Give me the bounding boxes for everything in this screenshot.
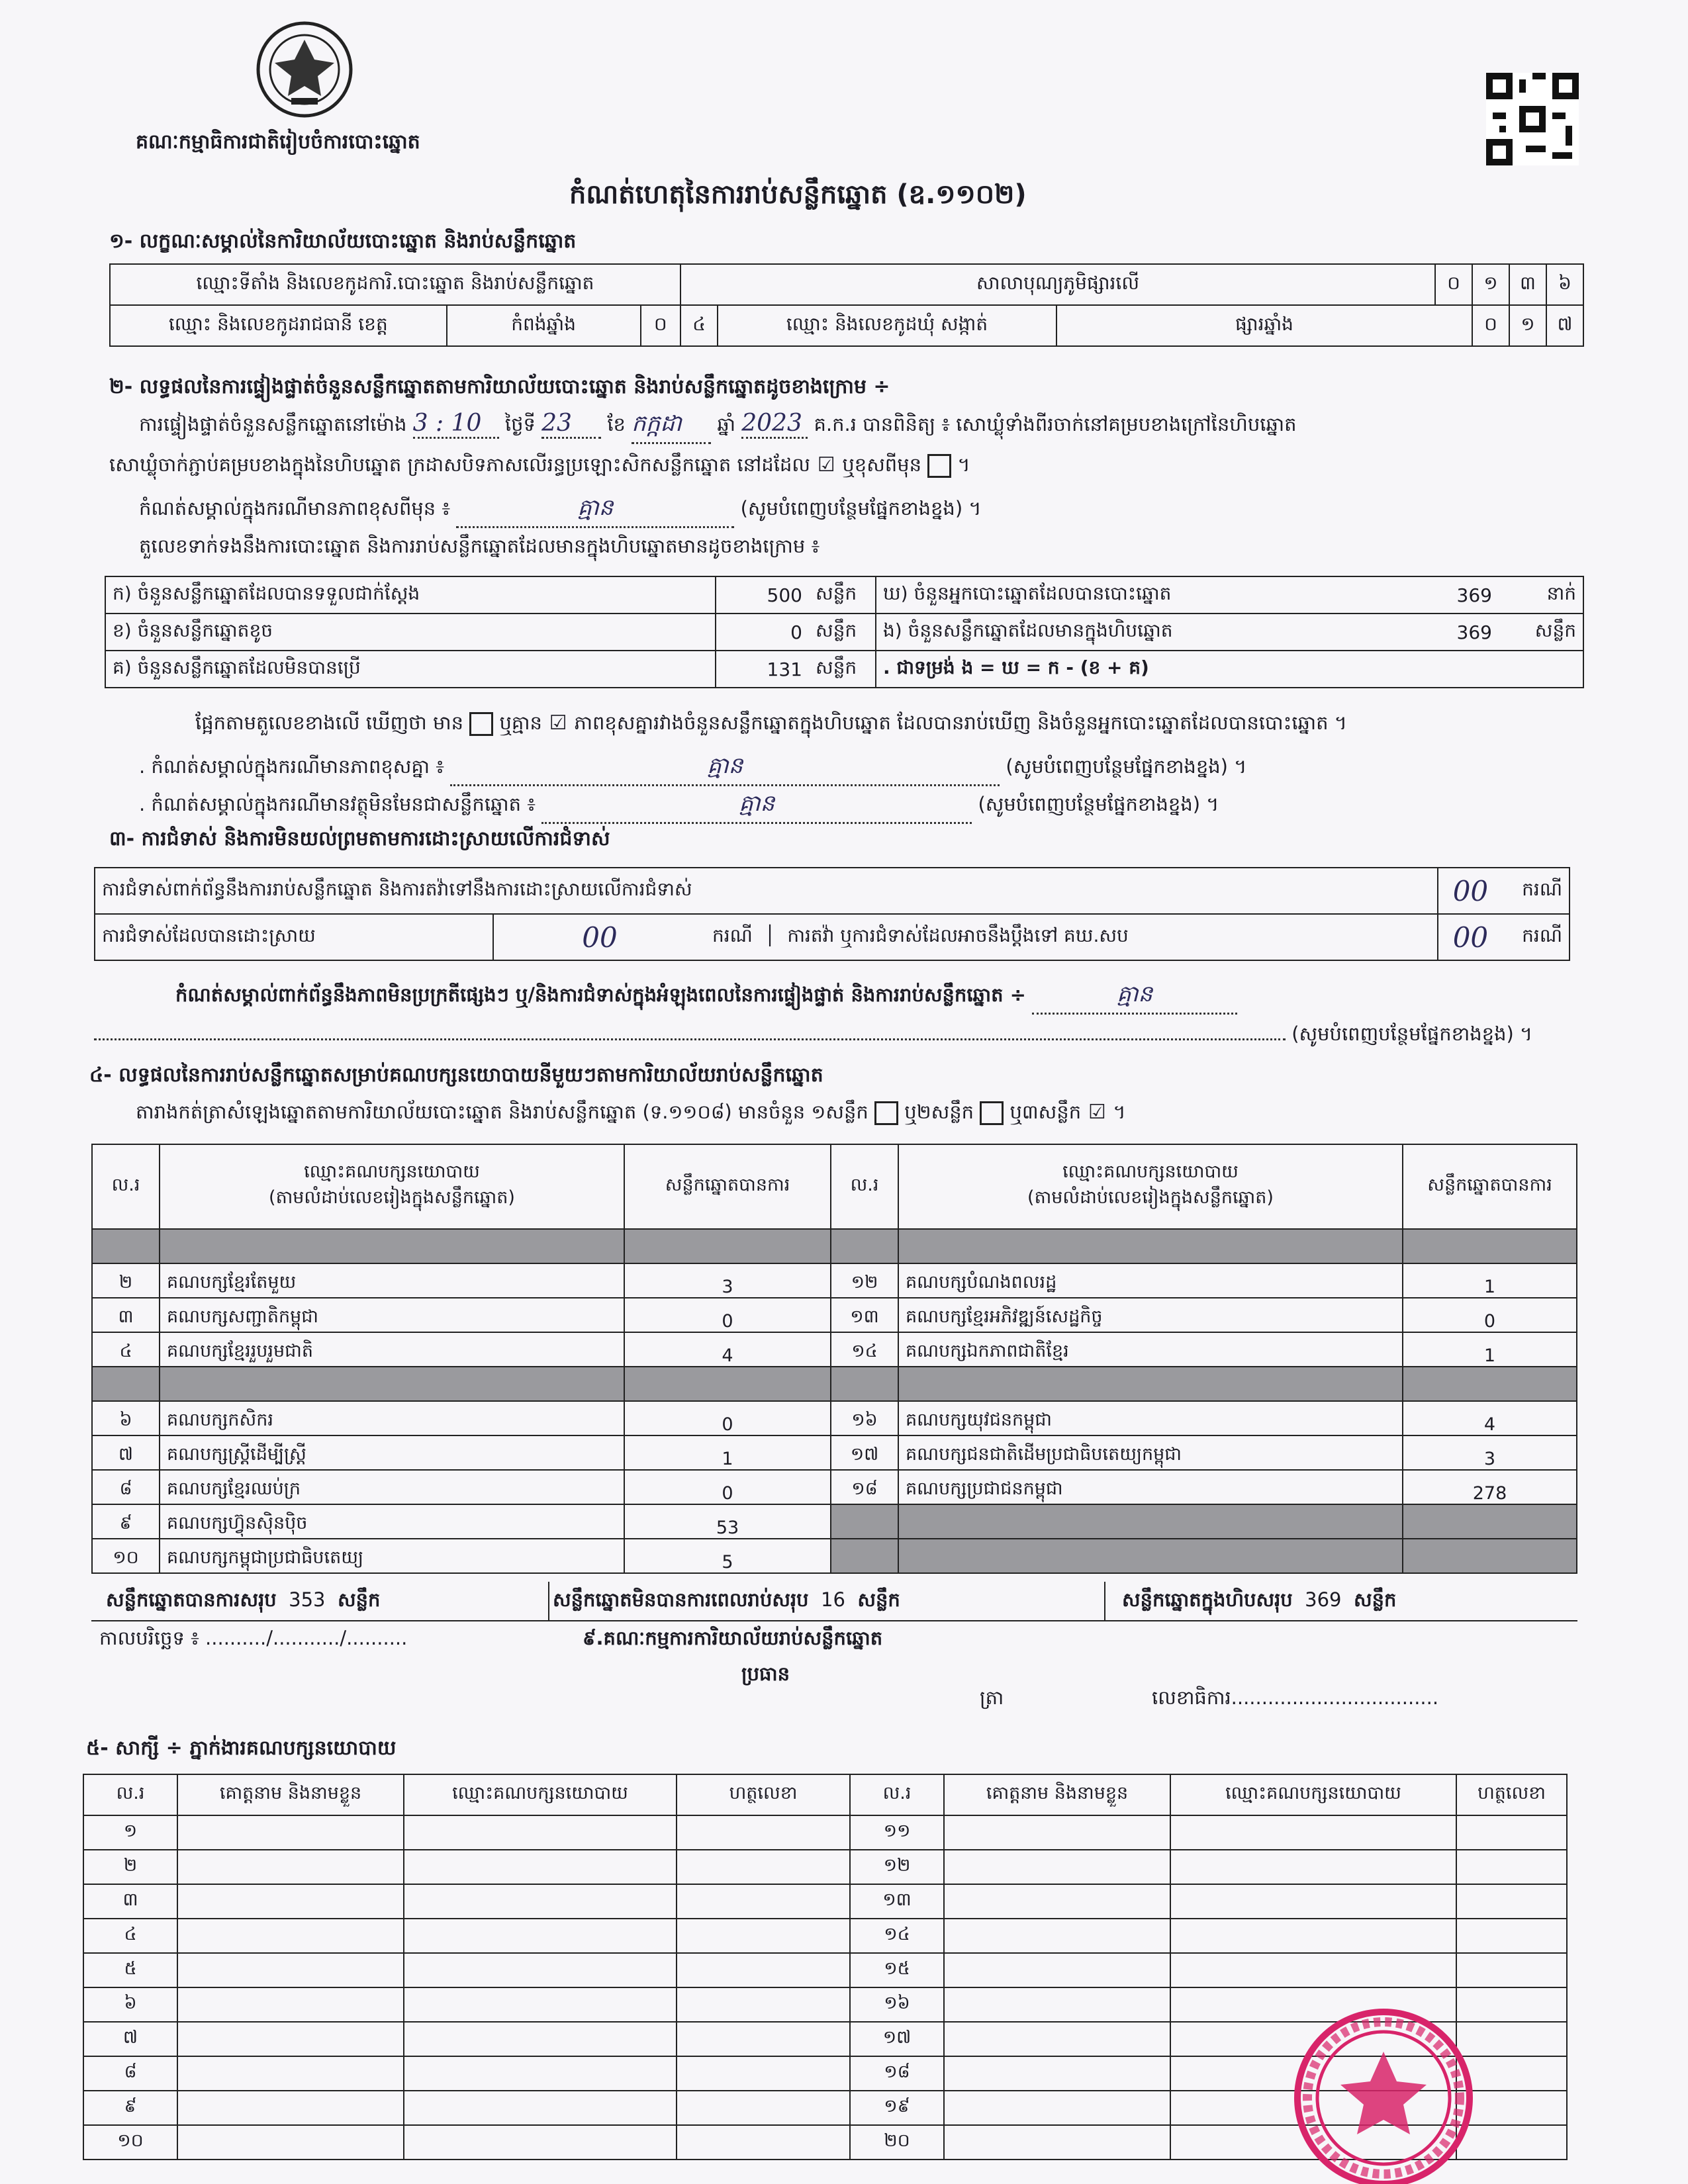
difference-note-label: កំណត់សម្គាល់ក្នុងករណីមានភាពខុសពីមុន ៖	[139, 497, 451, 520]
unit: សន្លឹក	[857, 1588, 900, 1611]
figures-intro: តួលេខទាក់ទងនឹងការបោះឆ្នោត និងការរាប់សន្លឹកឆ្នោតដែលមានក្នុងហិបឆ្នោតមានដូចខាងក្រោម ៖	[139, 535, 820, 557]
witness-sign[interactable]	[677, 2125, 850, 2160]
party-votes	[1403, 1229, 1577, 1263]
party-no	[831, 1229, 898, 1263]
witness-name[interactable]	[944, 1987, 1170, 2022]
witness-party[interactable]	[404, 2022, 677, 2056]
party-votes: 0	[624, 1401, 831, 1435]
party-name: គណបក្សកសិករ	[160, 1401, 624, 1435]
witness-no: ១០	[83, 2125, 177, 2160]
irregularity-dots	[94, 1038, 1286, 1040]
sheet-count-label: តារាងកត់ត្រាសំឡេងឆ្នោតតាមការិយាល័យបោះឆ្នោត និងរាប់សន្លឹកឆ្នោត (ទ.១១០៨) មានចំនួន ១សន្លឹក	[136, 1101, 868, 1123]
witness-name[interactable]	[177, 1850, 404, 1884]
unit: សន្លឹក	[337, 1588, 381, 1611]
party-name: គណបក្សសញ្ជាតិកម្ពុជា	[160, 1298, 624, 1332]
witness-party[interactable]	[404, 1953, 677, 1987]
one-sheet-checkbox[interactable]	[874, 1101, 898, 1125]
party-no	[831, 1504, 898, 1539]
official-stamp	[1288, 2002, 1479, 2184]
party-name: គណបក្សខ្មែរឈប់ក្រ	[160, 1470, 624, 1504]
code-digit: ១	[1509, 305, 1546, 346]
witness-name[interactable]	[177, 2056, 404, 2091]
unit: ករណី	[712, 924, 753, 946]
party-votes: 278	[1403, 1470, 1577, 1504]
col-party: ឈ្មោះគណបក្សនយោបាយ	[404, 1774, 677, 1815]
party-name: គណបក្សខ្មែររួបរួមជាតិ	[160, 1332, 624, 1367]
col-no: ល.រ	[92, 1144, 160, 1229]
witness-name[interactable]	[944, 1884, 1170, 1919]
party-name	[160, 1367, 624, 1401]
code-digit: ៧	[1546, 305, 1583, 346]
witness-no: ១៤	[850, 1919, 944, 1953]
objections-table	[94, 867, 1570, 961]
total-box-value: 369	[1305, 1588, 1342, 1611]
party-name	[898, 1539, 1403, 1573]
total-box-label: សន្លឹកឆ្នោតក្នុងហិបសរុប	[1122, 1588, 1293, 1611]
party-no: ១៧	[831, 1435, 898, 1470]
witness-row	[83, 1953, 1567, 1987]
province-value: កំពង់ឆ្នាំង	[447, 305, 641, 346]
witness-row	[83, 1884, 1567, 1919]
witness-row	[83, 1919, 1567, 1953]
appeal-label: ការតវ៉ា ឬការជំទាស់ដែលអាចនឹងប្តឹងទៅ គឃ.សប	[787, 924, 1129, 946]
count-unit: សន្លឹក	[809, 576, 876, 614]
witness-name[interactable]	[177, 2022, 404, 2056]
two-sheets-label: ឬ២សន្លឹក	[904, 1101, 974, 1123]
time-label: ការផ្ទៀងផ្ទាត់ចំនួនសន្លឹកឆ្នោតនៅម៉ោង	[139, 413, 407, 435]
count-label: ខ) ចំនួនសន្លឹកឆ្នោតខូច	[105, 614, 716, 651]
col-party: ឈ្មោះគណបក្សនយោបាយ	[1170, 1774, 1456, 1815]
party-votes: 3	[1403, 1435, 1577, 1470]
same-checkbox[interactable]: ☑	[817, 453, 835, 477]
section4-title: ៤- លទ្ធផលនៃការរាប់សន្លឹកឆ្នោតសម្រាប់គណបក្សនយោបាយនីមួយៗតាមការិយាល័យរាប់សន្លឹកឆ្នោត	[89, 1064, 823, 1087]
results-row	[92, 1367, 1577, 1401]
party-no: ១២	[831, 1263, 898, 1298]
location-table	[109, 263, 1584, 347]
count-label: ឃ) ចំនួនអ្នកបោះឆ្នោតដែលបានបោះឆ្នោត	[876, 576, 1406, 614]
difference-line	[195, 711, 1347, 739]
party-votes: 4	[624, 1332, 831, 1367]
party-no	[92, 1229, 160, 1263]
witness-party[interactable]	[404, 1850, 677, 1884]
party-name: គណបក្សយុវជនកម្ពុជា	[898, 1401, 1403, 1435]
witness-no: ១	[83, 1815, 177, 1850]
month-value: កក្កដា	[632, 409, 711, 444]
witness-party[interactable]	[404, 2056, 677, 2091]
difference-text: ភាពខុសគ្នារវាងចំនួនសន្លឹកឆ្នោតក្នុងហិបឆ្នោត ដែលបានរាប់ឃើញ និងចំនួនអ្នកបោះឆ្នោតដែលបានបោះឆ្នោត ។	[574, 711, 1347, 734]
resolved-value: 00	[493, 914, 706, 960]
count-unit: សន្លឹក	[809, 614, 876, 651]
witness-no: ៤	[83, 1919, 177, 1953]
party-name: គណបក្សឯកភាពជាតិខ្មែរ	[898, 1332, 1403, 1367]
results-row	[92, 1539, 1577, 1573]
irregularity-value: គ្មាន	[1032, 979, 1237, 1015]
witness-sign[interactable]	[1456, 1919, 1567, 1953]
province-label: ឈ្មោះ និងលេខកូដរាជធានី ខេត្ត	[110, 305, 447, 346]
witness-name[interactable]	[177, 2091, 404, 2125]
col-party	[898, 1144, 1403, 1229]
results-row	[92, 1298, 1577, 1332]
witness-row	[83, 1815, 1567, 1850]
party-name: គណបក្សកម្ពុជាប្រជាធិបតេយ្យ	[160, 1539, 624, 1573]
party-name: គណបក្សខ្មែរតែមួយ	[160, 1263, 624, 1298]
party-votes: 0	[1403, 1298, 1577, 1332]
formula: . ជាទម្រង់ ង = ឃ = ក - (ខ + គ)	[876, 651, 1583, 688]
party-no: ៩	[92, 1504, 160, 1539]
col-no: ល.រ	[831, 1144, 898, 1229]
party-no: ៣	[92, 1298, 160, 1332]
witness-sign[interactable]	[677, 1953, 850, 1987]
verification-text: គ.ក.រ បានពិនិត្យ ៖ សោឃ្លុំទាំងពីរចាក់នៅគម្របខាងក្រៅនៃហិបឆ្នោត	[814, 413, 1297, 435]
party-no: ១៨	[831, 1470, 898, 1504]
month-label: ខែ	[607, 413, 626, 435]
party-no	[92, 1367, 160, 1401]
col-party-line2: (តាមលំដាប់លេខរៀងក្នុងសន្លឹកឆ្នោត)	[269, 1187, 515, 1208]
fill-note: (សូមបំពេញបន្ថែមផ្នែកខាងខ្នង) ។	[740, 497, 982, 520]
irregularity-note-2	[94, 1023, 1532, 1050]
party-name: គណបក្សហ៊្វុនស៊ិនប៉ិច	[160, 1504, 624, 1539]
no-difference-label: ឬគ្មាន	[499, 711, 542, 734]
appeal-value: 00	[1438, 914, 1503, 960]
col-sign: ហត្ថលេខា	[1456, 1774, 1567, 1815]
witness-name[interactable]	[944, 2091, 1170, 2125]
witness-party[interactable]	[1170, 1953, 1456, 1987]
results-row	[92, 1504, 1577, 1539]
count-label: ក) ចំនួនសន្លឹកឆ្នោតដែលបានទទួលជាក់ស្តែង	[105, 576, 716, 614]
code-digit: ៦	[1546, 264, 1583, 305]
results-row	[92, 1401, 1577, 1435]
section1-title: ១- លក្ខណៈសម្គាល់នៃការិយាល័យបោះឆ្នោត និងរាប់សន្លឹកឆ្នោត	[109, 230, 577, 253]
witness-party[interactable]	[404, 2091, 677, 2125]
irregularity-label: កំណត់សម្គាល់ពាក់ព័ន្ធនឹងភាពមិនប្រក្រតីផ្សេងៗ ឬ/និងការជំទាស់ក្នុងអំឡុងពេលនៃការផ្ទៀងផ្ទាត់ និងការរាប់សន្លឹកឆ្នោត ÷	[175, 983, 1026, 1006]
witness-no: ១២	[850, 1850, 944, 1884]
witness-name[interactable]	[177, 2125, 404, 2160]
year-value: 2023	[741, 410, 808, 439]
col-no: ល.រ	[83, 1774, 177, 1815]
party-votes: 0	[624, 1470, 831, 1504]
witness-sign[interactable]	[677, 2091, 850, 2125]
col-name: គោត្តនាម និងនាមខ្លួន	[177, 1774, 404, 1815]
witness-no: ១៩	[850, 2091, 944, 2125]
witness-party[interactable]	[404, 1884, 677, 1919]
witness-sign[interactable]	[677, 1850, 850, 1884]
witness-name[interactable]	[944, 2125, 1170, 2160]
fill-note: (សូមបំពេញបន្ថែមផ្នែកខាងខ្នង) ។	[1006, 755, 1247, 778]
results-row	[92, 1435, 1577, 1470]
difference-note-2-value: គ្មាន	[450, 751, 1000, 786]
count-value: 500	[716, 576, 809, 614]
total-invalid-value: 16	[821, 1588, 845, 1611]
party-no: ១៣	[831, 1298, 898, 1332]
col-sign: ហត្ថលេខា	[677, 1774, 850, 1815]
witness-party[interactable]	[404, 1815, 677, 1850]
count-label: គ) ចំនួនសន្លឹកឆ្នោតដែលមិនបានប្រើ	[105, 651, 716, 688]
witness-party[interactable]	[1170, 1850, 1456, 1884]
witness-no: ១៥	[850, 1953, 944, 1987]
party-name	[898, 1229, 1403, 1263]
witness-name[interactable]	[944, 2056, 1170, 2091]
results-row	[92, 1263, 1577, 1298]
section5-title: ៥- សាក្សី ÷ ភ្នាក់ងារគណបក្សនយោបាយ	[86, 1737, 397, 1760]
witness-name[interactable]	[944, 1815, 1170, 1850]
fill-note: (សូមបំពេញបន្ថែមផ្នែកខាងខ្នង) ។	[1291, 1023, 1533, 1045]
code-digit: ០	[1435, 264, 1472, 305]
party-name	[898, 1504, 1403, 1539]
witness-party[interactable]	[404, 1919, 677, 1953]
witness-name[interactable]	[944, 1919, 1170, 1953]
results-row	[92, 1229, 1577, 1263]
party-name: គណបក្សខ្មែរអភិវឌ្ឍន៍សេដ្ឋកិច្ច	[898, 1298, 1403, 1332]
witness-sign[interactable]	[1456, 1815, 1567, 1850]
location-name-value: សាលាបុណ្យភូមិផ្សារលើ	[680, 264, 1435, 305]
based-label: ផ្អែកតាមតួលេខខាងលើ ឃើញថា មាន	[195, 711, 464, 734]
col-votes: សន្លឹកឆ្នោតបានការ	[624, 1144, 831, 1229]
witness-sign[interactable]	[677, 1987, 850, 2022]
objections-value: 00	[1438, 868, 1503, 914]
witness-name[interactable]	[944, 1953, 1170, 1987]
col-party-line1: ឈ្មោះគណបក្សនយោបាយ	[304, 1161, 480, 1182]
verification-line-2: សោឃ្លុំចាក់ភ្ជាប់គម្របខាងក្នុងនៃហិបឆ្នោត ក្រដាសបិទភាសលើរន្ធប្រឡោះសិកសន្លឹកឆ្នោត នៅដដែល ☑ ឬខុសពីមុន ។	[109, 453, 970, 477]
party-votes: 4	[1403, 1401, 1577, 1435]
code-digit: ០	[641, 305, 680, 346]
witness-no: ២	[83, 1850, 177, 1884]
witness-no: ៨	[83, 2056, 177, 2091]
witness-sign[interactable]	[1456, 1953, 1567, 1987]
count-value: 369	[1406, 614, 1499, 651]
witness-no: ៧	[83, 2022, 177, 2056]
foreign-object-note	[139, 789, 1219, 824]
time-value: 3 : 10	[413, 410, 499, 439]
sheet-count-line: តារាងកត់ត្រាសំឡេងឆ្នោតតាមការិយាល័យបោះឆ្នោត និងរាប់សន្លឹកឆ្នោត (ទ.១១០៨) មានចំនួន ១សន្លឹក ឬ២សន្លឹក ឬ៣សន្លឹក ☑ ។	[136, 1101, 1126, 1124]
code-digit: ១	[1472, 264, 1509, 305]
witness-no: ១១	[850, 1815, 944, 1850]
party-name: គណបក្សជនជាតិដើមប្រជាធិបតេយ្យកម្ពុជា	[898, 1435, 1403, 1470]
party-no: ៧	[92, 1435, 160, 1470]
witness-name[interactable]	[944, 2022, 1170, 2056]
commune-value: ផ្សារឆ្នាំង	[1056, 305, 1472, 346]
day-label: ថ្ងៃទី	[504, 413, 536, 435]
witness-no: ១៨	[850, 2056, 944, 2091]
witness-name[interactable]	[944, 1850, 1170, 1884]
committee-title: ៩.គណៈកម្មការការិយាល័យរាប់សន្លឹកឆ្នោត	[583, 1627, 883, 1649]
results-row	[92, 1470, 1577, 1504]
party-votes	[624, 1367, 831, 1401]
unit: ករណី	[1503, 868, 1570, 914]
witness-no: ១៧	[850, 2022, 944, 2056]
total-valid-value: 353	[289, 1588, 326, 1611]
date-label: កាលបរិច្ឆេទ ៖	[99, 1627, 199, 1649]
count-value: 0	[716, 614, 809, 651]
difference-note-line	[139, 493, 981, 528]
party-name: គណបក្សបំណងពលរដ្ឋ	[898, 1263, 1403, 1298]
witness-name[interactable]	[177, 1987, 404, 2022]
party-no: ១០	[92, 1539, 160, 1573]
witness-row	[83, 1850, 1567, 1884]
seal-intact-text: សោឃ្លុំចាក់ភ្ជាប់គម្របខាងក្នុងនៃហិបឆ្នោត ក្រដាសបិទភាសលើរន្ធប្រឡោះសិកសន្លឹកឆ្នោត នៅដដែល	[109, 453, 810, 476]
count-unit: សន្លឹក	[1499, 614, 1583, 651]
party-votes	[1403, 1504, 1577, 1539]
col-name: គោត្តនាម និងនាមខ្លួន	[944, 1774, 1170, 1815]
witness-party[interactable]	[1170, 1884, 1456, 1919]
counts-table	[105, 576, 1584, 688]
party-votes: 5	[624, 1539, 831, 1573]
col-votes: សន្លឹកឆ្នោតបានការ	[1403, 1144, 1577, 1229]
witness-party[interactable]	[404, 1987, 677, 2022]
commune-label: ឈ្មោះ និងលេខកូដឃុំ សង្កាត់	[718, 305, 1056, 346]
party-votes: 0	[624, 1298, 831, 1332]
count-value: 131	[716, 651, 809, 688]
witness-sign[interactable]	[677, 1919, 850, 1953]
witness-no: ១៣	[850, 1884, 944, 1919]
section2-title: ២- លទ្ធផលនៃការផ្ទៀងផ្ទាត់ចំនួនសន្លឹកឆ្នោតតាមការិយាល័យបោះឆ្នោត និងរាប់សន្លឹកឆ្នោតដូចខាងក្រោម ÷	[109, 375, 890, 398]
party-name	[898, 1367, 1403, 1401]
party-no: ៨	[92, 1470, 160, 1504]
difference-note-value: គ្មាន	[456, 493, 734, 528]
party-no	[831, 1539, 898, 1573]
party-votes: 53	[624, 1504, 831, 1539]
difference-note-2	[139, 751, 1246, 786]
foreign-object-value: គ្មាន	[541, 789, 972, 824]
unit: សន្លឹក	[1353, 1588, 1397, 1611]
party-votes: 1	[624, 1435, 831, 1470]
count-label: ង) ចំនួនសន្លឹកឆ្នោតដែលមានក្នុងហិបឆ្នោត	[876, 614, 1406, 651]
fill-note: (សូមបំពេញបន្ថែមផ្នែកខាងខ្នង) ។	[978, 793, 1219, 815]
party-no	[831, 1367, 898, 1401]
qr-code	[1486, 73, 1579, 165]
count-unit: នាក់	[1499, 576, 1583, 614]
party-no: ៤	[92, 1332, 160, 1367]
witness-sign[interactable]	[677, 2022, 850, 2056]
col-party-line2: (តាមលំដាប់លេខរៀងក្នុងសន្លឹកឆ្នោត)	[1027, 1187, 1274, 1208]
total-valid-label: សន្លឹកឆ្នោតបានការសរុប	[106, 1588, 277, 1611]
stamp-label: ត្រា	[980, 1686, 1004, 1709]
witness-name[interactable]	[177, 1919, 404, 1953]
code-digit: ០	[1472, 305, 1509, 346]
witness-sign[interactable]	[677, 1815, 850, 1850]
party-name: គណបក្សប្រជាជនកម្ពុជា	[898, 1470, 1403, 1504]
unit: ករណី	[1503, 914, 1570, 960]
witness-name[interactable]	[177, 1815, 404, 1850]
col-no: ល.រ	[850, 1774, 944, 1815]
witness-no: ២០	[850, 2125, 944, 2160]
no-difference-checkbox[interactable]: ☑	[549, 711, 567, 735]
code-digit: ៣	[1509, 264, 1546, 305]
day-value: 23	[541, 410, 601, 439]
location-name-label: ឈ្មោះទីតាំង និងលេខកូដការិ.បោះឆ្នោត និងរាប់សន្លឹកឆ្នោត	[110, 264, 680, 305]
witness-no: ៦	[83, 1987, 177, 2022]
foreign-object-label: . កំណត់សម្គាល់ក្នុងករណីមានវត្ថុមិនមែនជាសន្លឹកឆ្នោត ៖	[139, 793, 536, 815]
party-votes: 1	[1403, 1263, 1577, 1298]
difference-note-2-label: . កំណត់សម្គាល់ក្នុងករណីមានភាពខុសគ្នា ៖	[139, 755, 444, 778]
changed-label: ឬខុសពីមុន	[842, 453, 922, 476]
witness-party[interactable]	[1170, 1815, 1456, 1850]
secretary-label: លេខាធិការ..................................	[1152, 1686, 1439, 1709]
party-name	[160, 1229, 624, 1263]
total-invalid-label: សន្លឹកឆ្នោតមិនបានការពេលរាប់សរុប	[553, 1588, 809, 1611]
party-name: គណបក្សស្ត្រីដើម្បីស្ត្រី	[160, 1435, 624, 1470]
section3-title: ៣- ការជំទាស់ និងការមិនយល់ព្រមតាមការដោះស្រាយលើការជំទាស់	[109, 827, 610, 850]
year-label: ឆ្នាំ	[717, 413, 736, 435]
count-unit: សន្លឹក	[809, 651, 876, 688]
verification-line-1	[139, 409, 1582, 444]
col-party-line1: ឈ្មោះគណបក្សនយោបាយ	[1062, 1161, 1239, 1182]
three-sheets-checkbox[interactable]: ☑	[1088, 1101, 1106, 1124]
irregularity-note	[175, 979, 1237, 1015]
page-title: កំណត់ហេតុនៃការរាប់សន្លឹកឆ្នោត (ឧ.១១០២)	[569, 179, 1027, 210]
resolved-label: ការជំទាស់ដែលបានដោះស្រាយ	[95, 914, 493, 960]
results-table	[91, 1144, 1577, 1574]
org-name: គណៈកម្មាធិការជាតិរៀបចំការបោះឆ្នោត	[136, 130, 420, 154]
witness-no: ៥	[83, 1953, 177, 1987]
party-no: ១៤	[831, 1332, 898, 1367]
witness-sign[interactable]	[1456, 1850, 1567, 1884]
party-votes	[1403, 1367, 1577, 1401]
party-votes: 3	[624, 1263, 831, 1298]
party-no: ៦	[92, 1401, 160, 1435]
two-sheets-checkbox[interactable]	[980, 1101, 1004, 1125]
code-digit: ៤	[680, 305, 718, 346]
witness-party[interactable]	[1170, 1919, 1456, 1953]
date-value: ........../.........../..........	[205, 1627, 408, 1649]
party-votes	[1403, 1539, 1577, 1573]
witness-sign[interactable]	[1456, 1884, 1567, 1919]
party-votes: 1	[1403, 1332, 1577, 1367]
witness-party[interactable]	[404, 2125, 677, 2160]
changed-checkbox[interactable]	[927, 454, 951, 478]
results-row	[92, 1332, 1577, 1367]
witness-no: ១៦	[850, 1987, 944, 2022]
col-party	[160, 1144, 624, 1229]
witness-sign[interactable]	[677, 1884, 850, 1919]
three-sheets-label: ឬ៣សន្លឹក	[1009, 1101, 1082, 1123]
party-no: ១៦	[831, 1401, 898, 1435]
totals-dividers	[91, 1582, 1577, 1621]
chair-label: ប្រធាន	[741, 1662, 790, 1685]
objections-label: ការជំទាស់ពាក់ព័ន្ធនឹងការរាប់សន្លឹកឆ្នោត និងការតវ៉ាទៅនឹងការដោះស្រាយលើការជំទាស់	[95, 868, 1438, 914]
resolved-unit-and-appeal: ករណី │ ការតវ៉ា ឬការជំទាស់ដែលអាចនឹងប្តឹងទៅ គឃ.សប	[706, 914, 1438, 960]
witness-name[interactable]	[177, 1884, 404, 1919]
witness-name[interactable]	[177, 1953, 404, 1987]
count-value: 369	[1406, 576, 1499, 614]
party-votes	[624, 1229, 831, 1263]
nec-logo	[255, 20, 354, 119]
witness-no: ៣	[83, 1884, 177, 1919]
witness-no: ៩	[83, 2091, 177, 2125]
witness-sign[interactable]	[677, 2056, 850, 2091]
date-line	[99, 1627, 407, 1655]
has-difference-checkbox[interactable]	[469, 712, 493, 736]
party-no: ២	[92, 1263, 160, 1298]
